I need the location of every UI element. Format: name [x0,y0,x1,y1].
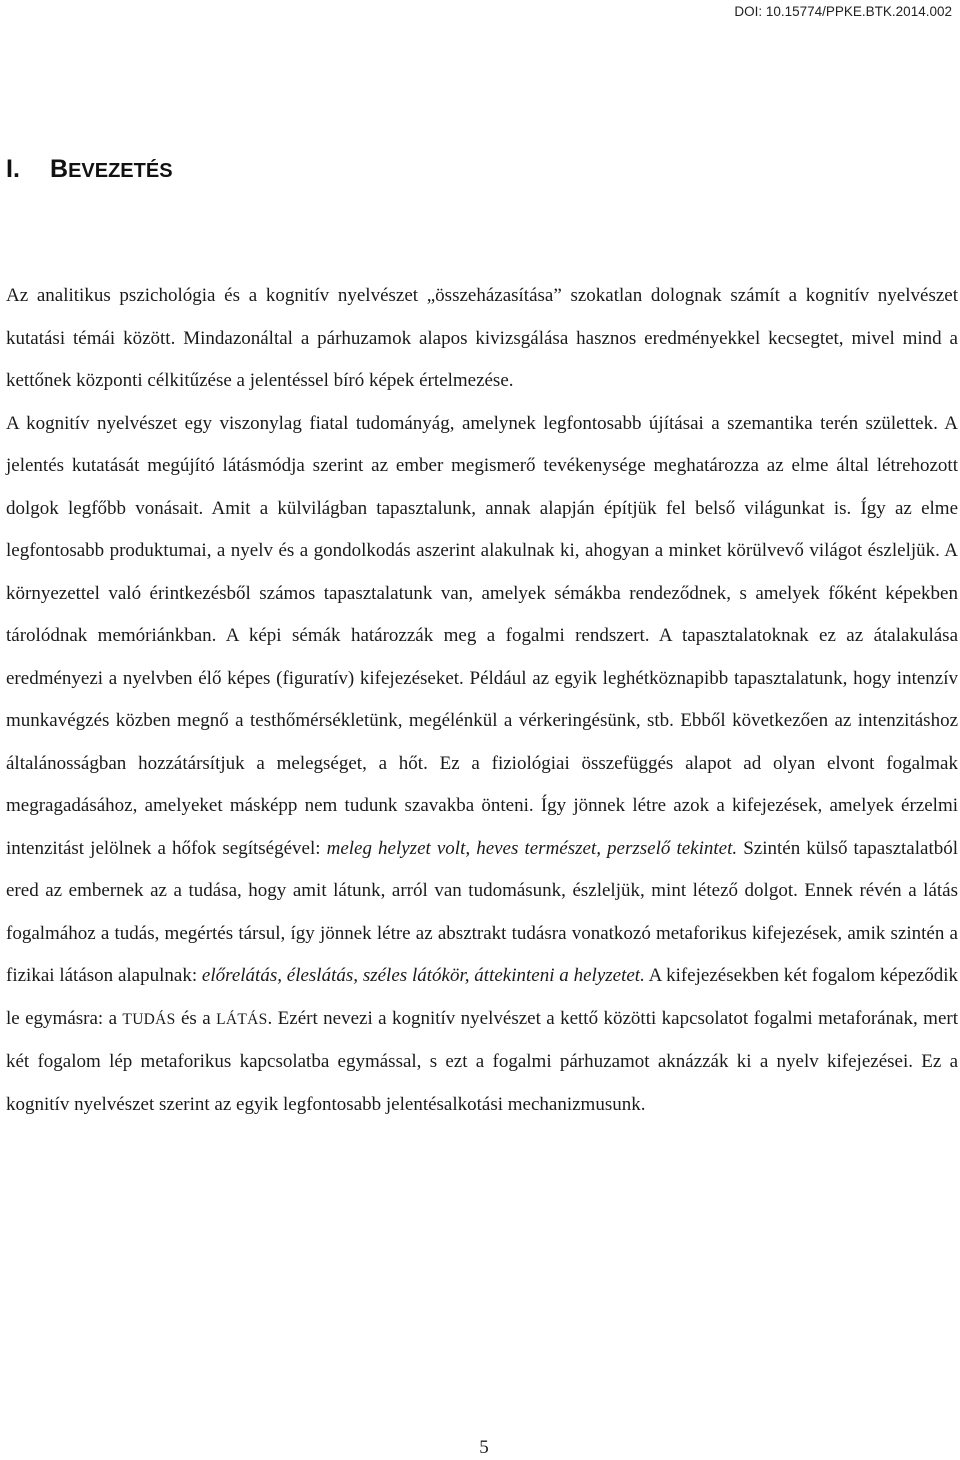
chapter-number: I. [6,155,20,183]
chapter-title-initial: B [50,155,69,183]
page-number: 5 [479,1437,489,1458]
example-vision-expressions: előrelátás, éleslátás, széles látókör, áttekinteni a helyzetet. [201,965,645,986]
paragraph-main-text-a: A kognitív nyelvészet egy viszonylag fiatal tudományág, amelynek legfontosabb újításai a szemantika terén születtek. A jelentés kutatását megújító látásmódja szerint az ember megismerő tevékenysége meghatározza az elme által létrehozott dolgok legfőbb vonásait. Amit a külvilágban tapasztalunk, annak alapján építjük fel belső világunkat is. Így az elme legfontosabb produktumai, a nyelv és a gondolkodás aszerint alakulnak ki, ahogyan a minket körülvevő világot észleljük. A környezettel való érintkezésből számos tapasztalatunk van, amelyek sémákba rendeződnek, s amelyek főként képekben tárolódnak memóriánkban. A képi sémák határozzák meg a fogalmi rendszert. A tapasztalatoknak ez az átalakulása eredményezi a nyelvben élő képes (figuratív) kifejezéseket. Például az egyik leghétköznapibb tapasztalatunk, hogy intenzív munkavégzés közben megnő a testhőmérsékletünk, megélénkül a vérkeringésünk, stb. Ebből következően az intenzitáshoz általánosságban hozzátársítjuk a melegséget, a hőt. Ez a fiziológiai összefüggés alapot ad olyan elvont fogalmak megragadásához, amelyeket másképp nem tudunk szavakba önteni. Így jönnek létre azok a kifejezések, amelyek érzelmi intenzitást jelölnek a hőfok segítségével: [6,412,958,859]
paragraph-main-text-c: A kifejezésekben két fogalom képeződik le egymásra: a [6,965,958,1029]
example-heat-expressions: meleg helyzet volt, heves természet, perzselő tekintet. [326,837,738,859]
concept-vision: LÁTÁS [216,1010,268,1028]
chapter-title-rest: EVEZETÉS [68,160,173,182]
paragraph-main [6,403,958,1127]
body-text [6,275,958,1126]
chapter-heading [6,155,173,184]
paragraph-main-text-e: . Ezért nevezi a kognitív nyelvészet a kettő közötti kapcsolatot fogalmi metaforának, mert két fogalom lép metaforikus kapcsolatba egymással, s ezt a fogalmi párhuzamot aknázzák ki a nyelv kifejezései. Ez a kognitív nyelvészet szerint az egyik legfontosabb jelentésalkotási mechanizmusunk. [6,1007,958,1115]
paragraph-main-text-d: és a [175,1007,217,1029]
concept-knowledge: TUDÁS [122,1010,176,1028]
doi-header: DOI: 10.15774/PPKE.BTK.2014.002 [734,4,952,19]
paragraph-main-text-b: Szintén külső tapasztalatból ered az embernek az a tudása, hogy amit látunk, arról van tudomásunk, észleljük, mint létező dolgot. Ennek révén a látás fogalmához a tudás, megértés társul, így jönnek létre az absztrakt tudásra vonatkozó metaforikus kifejezések, amik szintén a fizikai látáson alapulnak: [6,837,958,986]
paragraph-intro: Az analitikus pszichológia és a kognitív nyelvészet „összeházasítása” szokatlan dolognak számít a kognitív nyelvészet kutatási témái között. Mindazonáltal a párhuzamok alapos kivizsgálása hasznos eredményekkel kecsegtet, mivel mind a kettőnek központi célkitűzése a jelentéssel bíró képek értelmezése. [6,285,958,391]
